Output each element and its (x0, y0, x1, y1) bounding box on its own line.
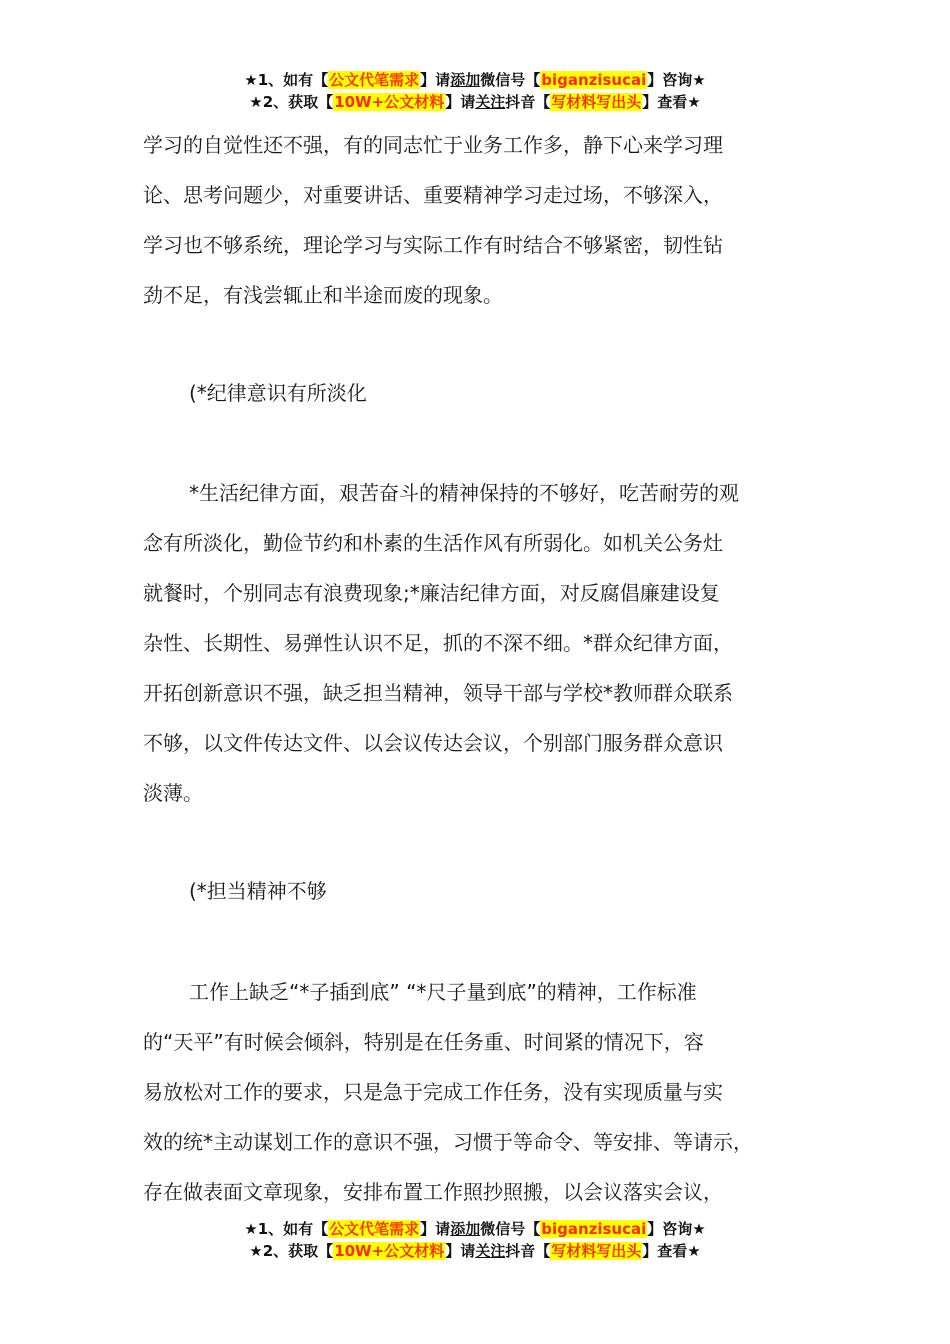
section-heading-discipline (143, 368, 813, 418)
promo-highlight: 公文代笔需求 (329, 71, 420, 89)
promo-underline: 添加 (450, 1220, 481, 1238)
promo-underline: 关注 (475, 1242, 506, 1260)
promo-douyin-id: 写材料写出头 (551, 1242, 642, 1260)
text-line: 论、思考问题少，对重要讲话、重要精神学习走过场，不够深入， (143, 183, 723, 207)
text-line: 念有所淡化，勤俭节约和朴素的生活作风有所弱化。如机关公务灶 (143, 531, 723, 555)
text-line: 劲不足，有浅尝辄止和半途而废的现象。 (143, 283, 503, 307)
promo-banner-bottom (0, 1218, 950, 1262)
promo-line-2 (0, 1240, 950, 1262)
text-line: 存在做表面文章现象，安排布置工作照抄照搬，以会议落实会议， (143, 1180, 723, 1204)
text-line: 不够，以文件传达文件、以会议传达会议，个别部门服务群众意识 (143, 731, 723, 755)
promo-text: 】请 (420, 71, 451, 89)
promo-highlight: 10W+公文材料 (334, 1242, 445, 1260)
text-line: 工作上缺乏“*子插到底” “*尺子量到底”的精神，工作标准 (189, 980, 697, 1004)
promo-text: 微信号【 (480, 1220, 541, 1238)
promo-text: ★2、获取【 (249, 1242, 334, 1260)
promo-banner-top (0, 69, 950, 113)
text-line: 学习的自觉性还不强，有的同志忙于业务工作多，静下心来学习理 (143, 133, 723, 157)
promo-text: ★1、如有【 (244, 71, 329, 89)
promo-text: 】咨询★ (647, 71, 706, 89)
text-line: 淡薄。 (143, 781, 203, 805)
paragraph-study (143, 120, 813, 320)
promo-text: 抖音【 (505, 93, 551, 111)
section-heading: (*纪律意识有所淡化 (189, 381, 367, 405)
text-line: 开拓创新意识不强，缺乏担当精神，领导干部与学校*教师群众联系 (143, 681, 733, 705)
promo-text: 微信号【 (480, 71, 541, 89)
promo-highlight: 公文代笔需求 (329, 1220, 420, 1238)
promo-line-2 (0, 91, 950, 113)
promo-highlight: 10W+公文材料 (334, 93, 445, 111)
promo-underline: 关注 (475, 93, 506, 111)
promo-douyin-id: 写材料写出头 (551, 93, 642, 111)
promo-text: ★2、获取【 (249, 93, 334, 111)
paragraph-discipline (143, 468, 813, 818)
text-line: *生活纪律方面，艰苦奋斗的精神保持的不够好，吃苦耐劳的观 (189, 481, 739, 505)
promo-text: 】咨询★ (647, 1220, 706, 1238)
promo-text: ★1、如有【 (244, 1220, 329, 1238)
promo-text: 】请 (420, 1220, 451, 1238)
promo-text: 】查看★ (642, 93, 701, 111)
section-heading-responsibility (143, 866, 813, 916)
text-line: 易放松对工作的要求，只是急于完成工作任务，没有实现质量与实 (143, 1080, 723, 1104)
promo-text: 抖音【 (505, 1242, 551, 1260)
promo-text: 】请 (445, 93, 476, 111)
promo-wechat-id: biganzisucai (541, 1220, 647, 1238)
promo-text: 】请 (445, 1242, 476, 1260)
section-heading: (*担当精神不够 (189, 879, 327, 903)
text-line: 效的统*主动谋划工作的意识不强，习惯于等命令、等安排、等请示， (143, 1130, 753, 1154)
text-line: 学习也不够系统，理论学习与实际工作有时结合不够紧密，韧性钻 (143, 233, 723, 257)
text-line: 杂性、长期性、易弹性认识不足，抓的不深不细。*群众纪律方面， (143, 631, 733, 655)
promo-wechat-id: biganzisucai (541, 71, 647, 89)
promo-underline: 添加 (450, 71, 481, 89)
promo-line-1 (0, 69, 950, 91)
paragraph-responsibility (143, 967, 813, 1217)
promo-line-1 (0, 1218, 950, 1240)
promo-text: 】查看★ (642, 1242, 701, 1260)
text-line: 就餐时，个别同志有浪费现象;*廉洁纪律方面，对反腐倡廉建设复 (143, 581, 720, 605)
text-line: 的“天平”有时候会倾斜，特别是在任务重、时间紧的情况下，容 (143, 1030, 704, 1054)
